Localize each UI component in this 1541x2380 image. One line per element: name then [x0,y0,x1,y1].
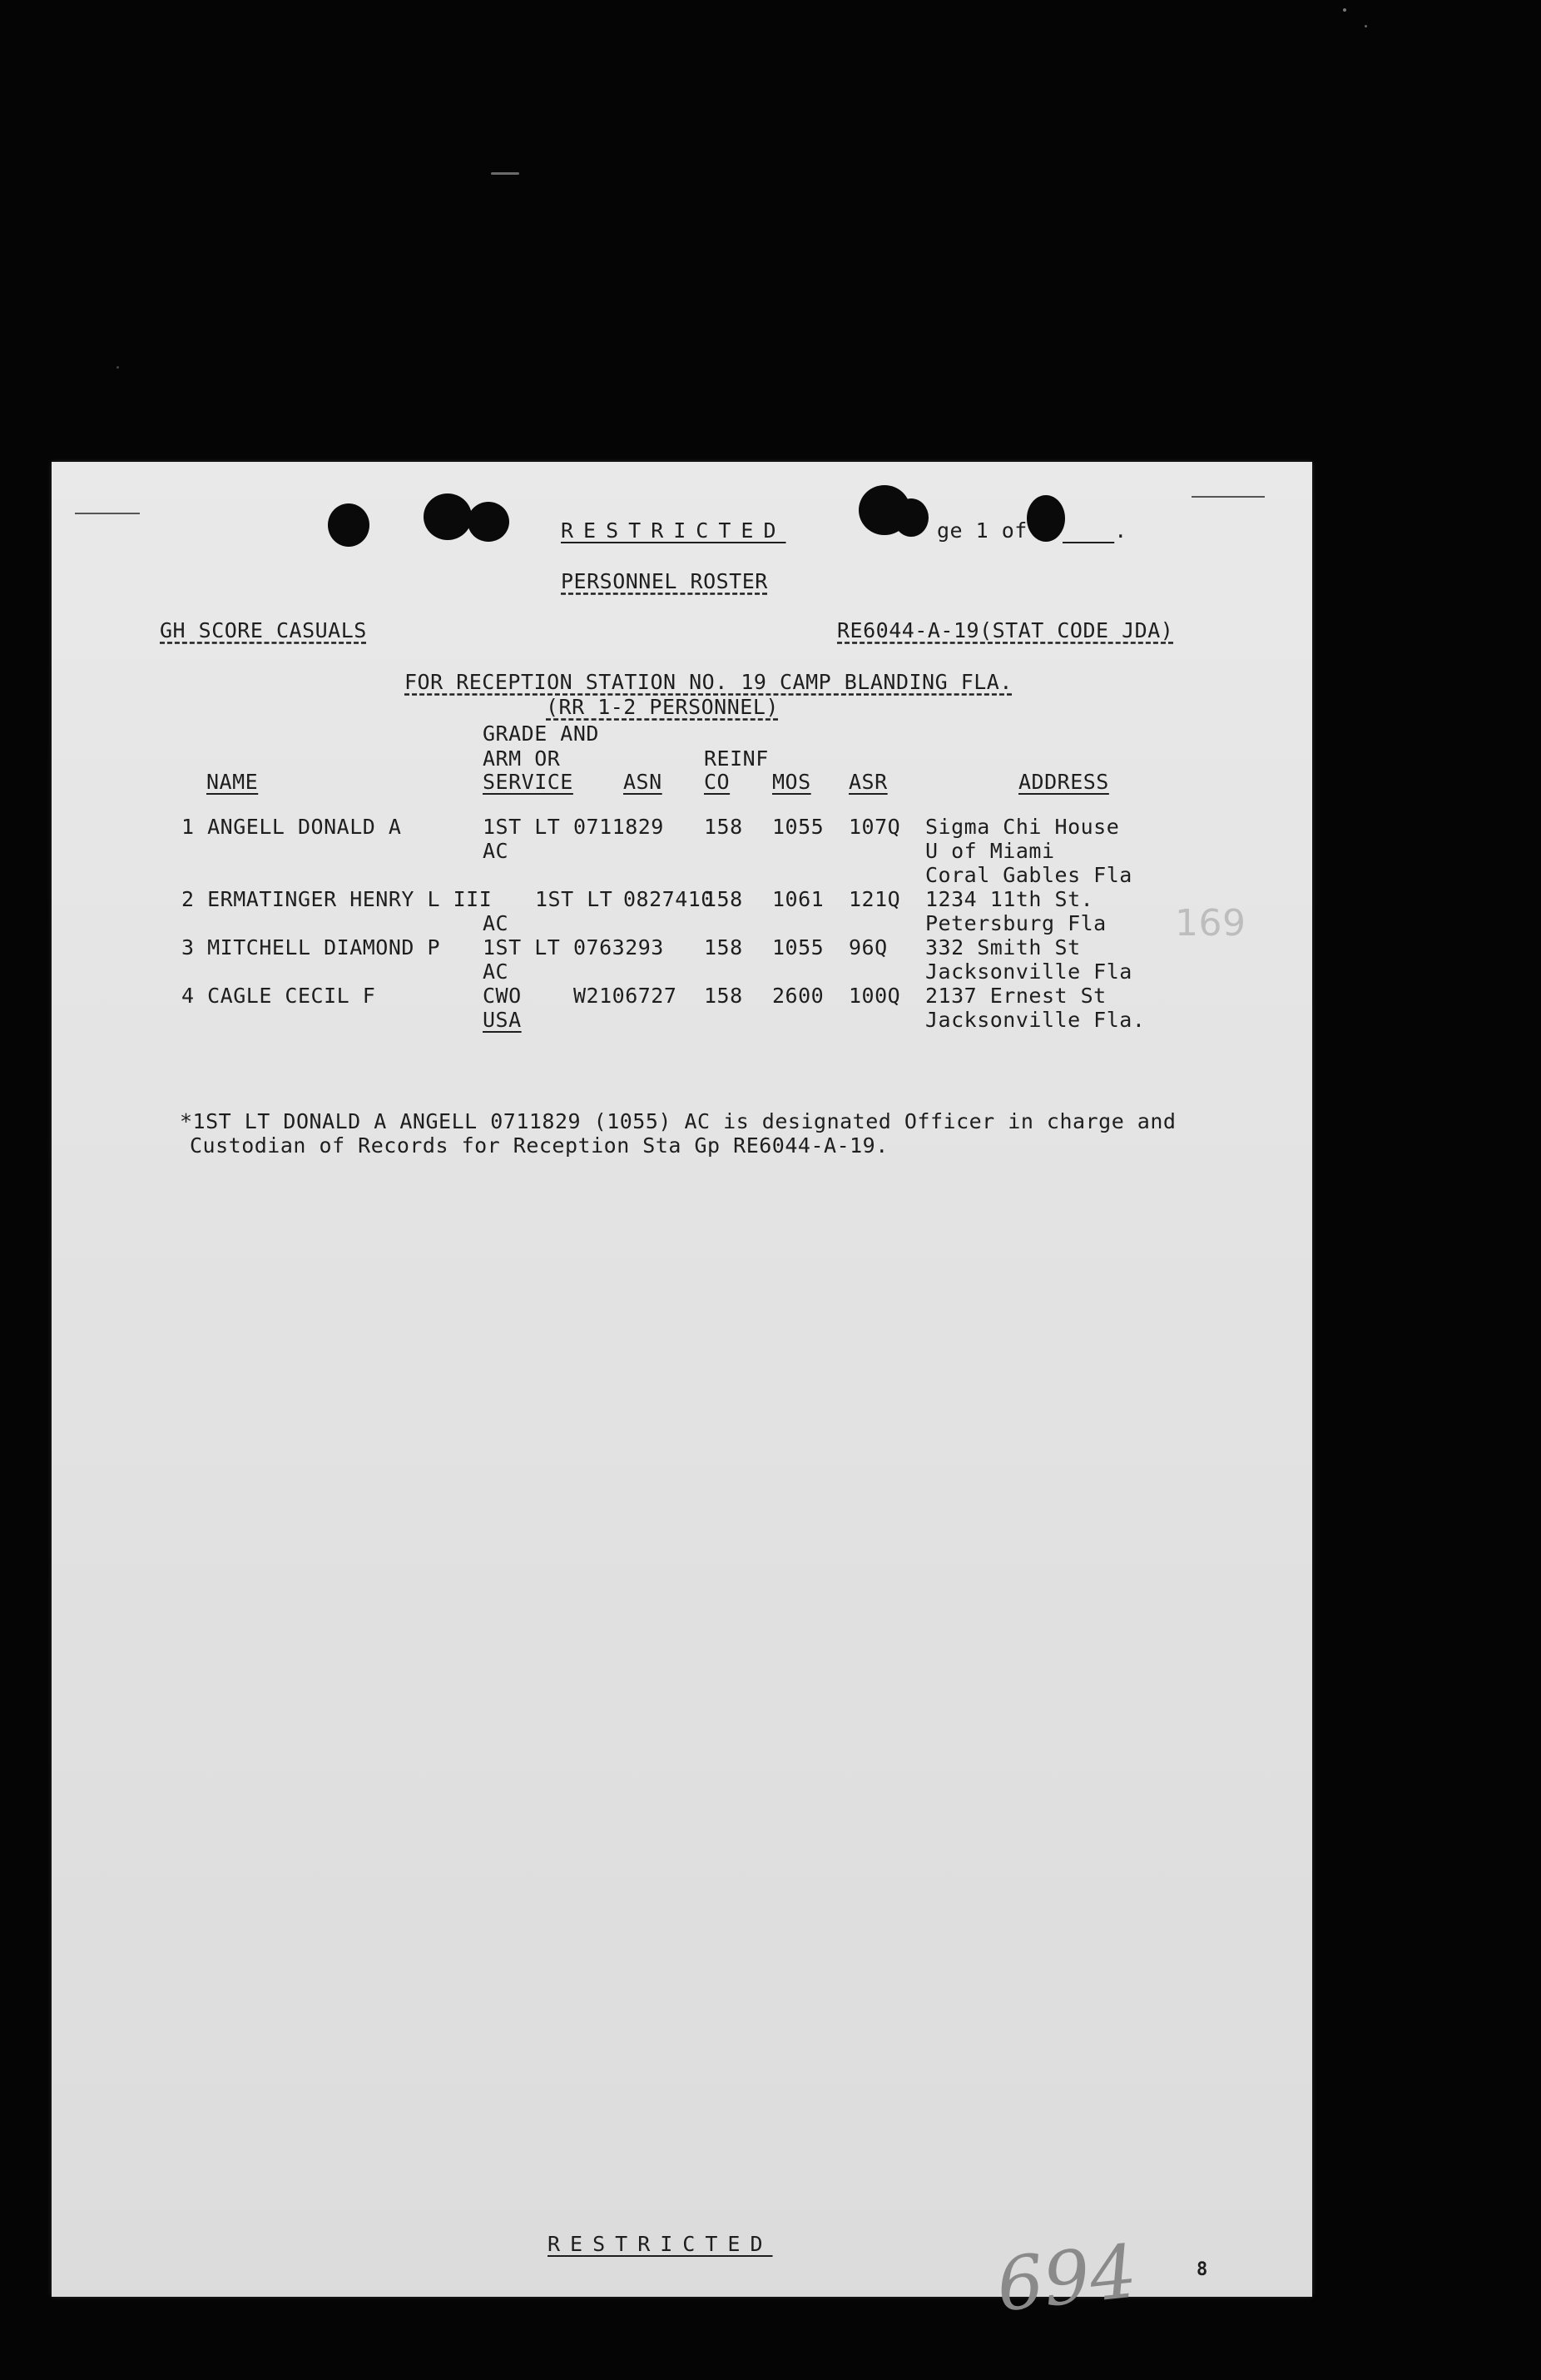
row-service: USA [483,1008,522,1032]
classification-bottom: RESTRICTED [548,2232,773,2256]
edge-mark [75,513,140,514]
row-asr: 121Q [849,887,901,911]
punch-hole [894,498,929,537]
col-grade-line1: GRADE AND [483,721,599,746]
row-asn: 0827410 [623,887,714,911]
punch-hole [1027,495,1065,542]
col-address: ADDRESS [1018,770,1109,794]
punch-hole [328,503,369,547]
row-service: AC [483,911,509,935]
corner-mark: 8 [1197,2259,1208,2280]
table-row: 4 CAGLE CECIL F [181,984,376,1008]
row-grade [483,887,534,912]
punch-hole [468,502,509,542]
row-grade: 1ST LT [535,887,613,911]
row-co: 158 [704,984,743,1008]
table-row: 2 ERMATINGER HENRY L III [181,887,493,911]
table-row: 3 MITCHELL DIAMOND P [181,935,441,959]
col-grade-line2: ARM OR [483,746,561,771]
designation-note-line2: Custodian of Records for Reception Sta Gp RE6044-A-19. [190,1133,889,1158]
roster-title: PERSONNEL ROSTER [561,569,768,593]
col-grade-line3: SERVICE [483,770,573,794]
document-page [52,462,1312,2328]
row-mos: 2600 [772,984,825,1008]
row-address-line: 2137 Ernest St [925,984,1107,1008]
col-name: NAME [206,770,259,794]
row-grade: CWO [483,984,522,1008]
col-asn: ASN [623,770,662,794]
col-mos: MOS [772,770,811,794]
row-asr: 107Q [849,815,901,839]
row-co: 158 [704,815,743,839]
row-co: 158 [704,935,743,959]
row-asr: 96Q [849,935,888,959]
unit-designation: GH SCORE CASUALS [160,618,367,642]
shipment-reference: RE6044-A-19(STAT CODE JDA) [837,618,1174,642]
row-asr: 100Q [849,984,901,1008]
row-grade: 1ST LT [483,815,561,839]
punch-hole [424,493,472,540]
table-row: 1 ANGELL DONALD A [181,815,402,839]
row-address-line: Jacksonville Fla [925,959,1132,984]
personnel-line: (RR 1-2 PERSONNEL) [546,695,779,719]
classification-top: RESTRICTED [561,518,786,543]
row-mos: 1055 [772,935,825,959]
row-address-line: Jacksonville Fla. [925,1008,1146,1032]
handwritten-number: 694 [993,2228,1141,2328]
row-asn: 0711829 [573,815,664,839]
film-speck [1343,8,1346,12]
edge-mark [1192,496,1265,498]
row-address-line: Petersburg Fla [925,911,1107,935]
row-service: AC [483,959,509,984]
row-address-line: U of Miami [925,839,1055,863]
station-line: FOR RECEPTION STATION NO. 19 CAMP BLANDING FLA. [404,670,1013,694]
page-number-blank: . [1114,518,1127,543]
col-reinf-line1: REINF [704,746,769,771]
film-scratch [491,172,519,175]
film-speck [116,366,119,369]
row-mos: 1055 [772,815,825,839]
row-address-line: Coral Gables Fla [925,863,1132,887]
designation-note-line1: *1ST LT DONALD A ANGELL 0711829 (1055) AC is designated Officer in charge and [180,1109,1177,1133]
film-speck [1365,25,1367,27]
row-asn: W2106727 [573,984,677,1008]
row-mos: 1061 [772,887,825,911]
page-number-label: ge 1 of [937,518,1028,543]
row-service: AC [483,839,509,863]
row-asn: 0763293 [573,935,664,959]
col-asr: ASR [849,770,888,794]
row-address-line: Sigma Chi House [925,815,1120,839]
col-reinf-co: CO [704,770,731,794]
row-address-line: 332 Smith St [925,935,1081,959]
row-co: 158 [704,887,743,911]
row-grade: 1ST LT [483,935,561,959]
stamped-page-number: 169 [1175,902,1246,945]
row-address-line: 1234 11th St. [925,887,1094,911]
